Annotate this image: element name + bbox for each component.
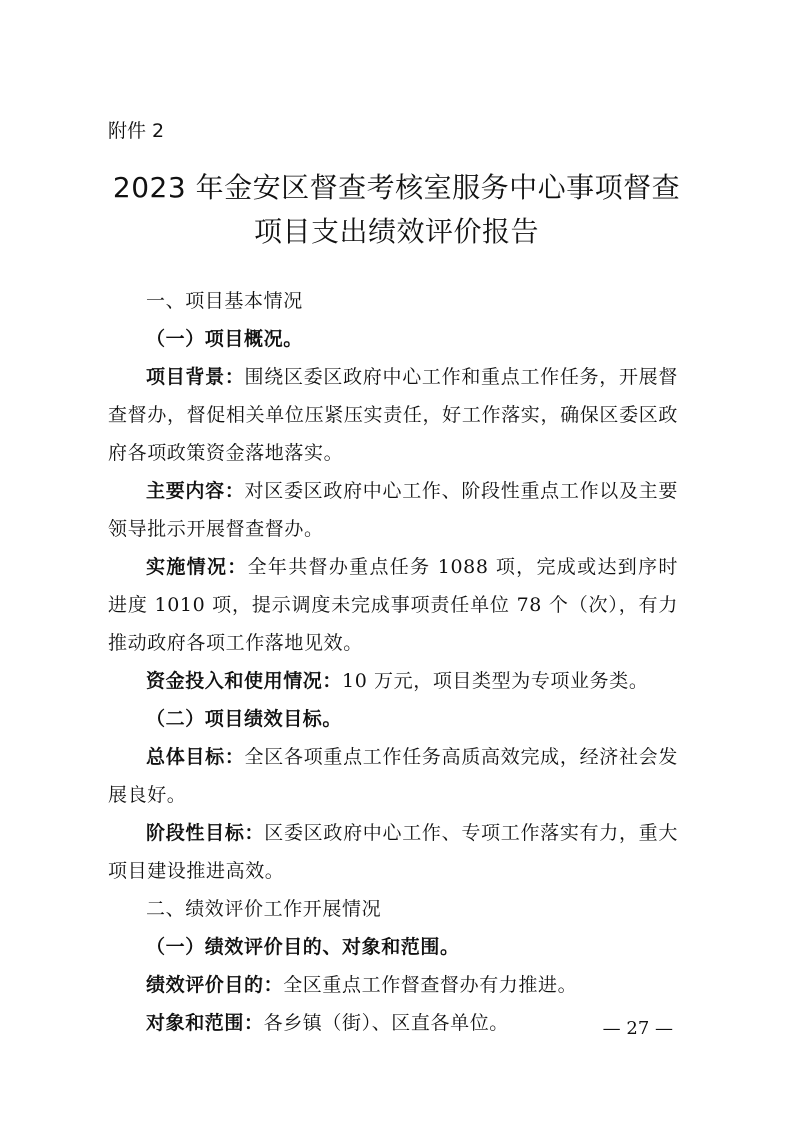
subsection-heading-overview: （一）项目概况。: [146, 328, 303, 350]
report-body: [108, 282, 678, 1042]
paragraph-overall-goal: [108, 738, 678, 814]
report-title-line-1: 2023 年金安区督查考核室服务中心事项督查: [112, 171, 681, 204]
paragraph-text: 10 万元，项目类型为专项业务类。: [342, 670, 649, 692]
paragraph-lead: 对象和范围：: [146, 1012, 264, 1034]
subsection-heading-evaluation-scope: （一）绩效评价目的、对象和范围。: [146, 936, 460, 958]
paragraph-objects-scope: [108, 1004, 678, 1042]
paragraph-text: 区委区政府中心工作、专项工作落实有力，重大项目建设推进高效。: [108, 822, 678, 882]
paragraph-lead: 实施情况：: [146, 556, 248, 578]
paragraph-lead: 资金投入和使用情况：: [146, 670, 343, 692]
paragraph-implementation: [108, 548, 678, 662]
paragraph-phase-goal: [108, 814, 678, 890]
paragraph-background: [108, 358, 678, 472]
paragraph-lead: 总体目标：: [146, 746, 245, 768]
paragraph-lead: 绩效评价目的：: [146, 974, 284, 996]
attachment-label: 附件 2: [108, 120, 165, 142]
paragraph-text: 全区各项重点工作任务高质高效完成，经济社会发展良好。: [108, 746, 678, 806]
paragraph-funding: [108, 662, 678, 700]
paragraph-lead: 阶段性目标：: [146, 822, 265, 844]
paragraph-text: 围绕区委区政府中心工作和重点工作任务，开展督查督办，督促相关单位压紧压实责任，好工作落实，确保区委区政府各项政策资金落地落实。: [108, 366, 678, 464]
page-number: — 27 —: [602, 1018, 673, 1039]
paragraph-text: 全年共督办重点任务 1088 项，完成或达到序时进度 1010 项，提示调度未完成事项责任单位 78 个（次），有力推动政府各项工作落地见效。: [108, 556, 678, 654]
report-title-line-2: 项目支出绩效评价报告: [253, 215, 539, 248]
paragraph-lead: 项目背景：: [146, 366, 245, 388]
paragraph-text: 对区委区政府中心工作、阶段性重点工作以及主要领导批示开展督查督办。: [108, 480, 678, 540]
paragraph-lead: 主要内容：: [146, 480, 245, 502]
paragraph-evaluation-purpose: [108, 966, 678, 1004]
paragraph-main-content: [108, 472, 678, 548]
section-heading-evaluation-work: 二、绩效评价工作开展情况: [146, 898, 382, 920]
paragraph-text: 全区重点工作督查督办有力推进。: [283, 974, 578, 996]
paragraph-text: 各乡镇（街）、区直各单位。: [263, 1012, 509, 1034]
subsection-heading-performance-goals: （二）项目绩效目标。: [146, 708, 343, 730]
section-heading-basic-info: 一、项目基本情况: [146, 290, 303, 312]
